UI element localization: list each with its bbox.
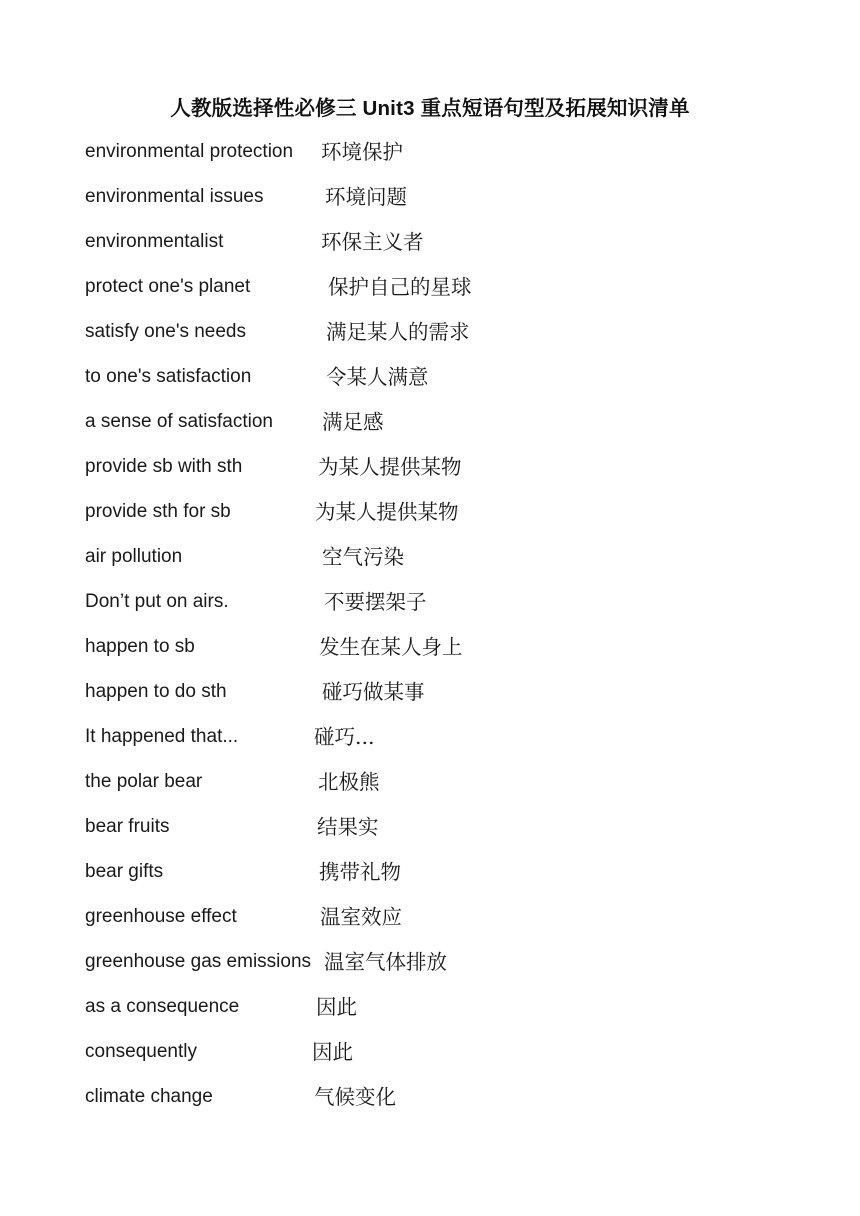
phrase-entry <box>85 132 785 177</box>
phrase-entry <box>85 942 785 987</box>
phrase-entry <box>85 447 785 492</box>
phrase-english: as a consequence <box>85 996 240 1017</box>
document-title: 人教版选择性必修三 Unit3 重点短语句型及拓展知识清单 <box>170 97 690 120</box>
phrase-chinese: 碰巧... <box>314 725 375 749</box>
phrase-english: to one's satisfaction <box>85 366 252 387</box>
phrase-english: environmental issues <box>85 186 264 207</box>
phrase-english: greenhouse effect <box>85 906 237 927</box>
phrase-chinese: 因此 <box>312 1040 353 1064</box>
phrase-entry <box>85 492 785 537</box>
phrase-english: It happened that... <box>85 726 239 747</box>
phrase-english: environmentalist <box>85 231 224 252</box>
phrase-english: greenhouse gas emissions <box>85 951 312 972</box>
phrase-english: air pollution <box>85 546 183 567</box>
phrase-chinese: 满足感 <box>322 410 384 434</box>
phrase-entry <box>85 177 785 222</box>
phrase-chinese: 为某人提供某物 <box>318 455 462 479</box>
phrase-chinese: 温室效应 <box>320 905 402 929</box>
phrase-chinese: 携带礼物 <box>319 860 401 884</box>
phrase-chinese: 为某人提供某物 <box>315 500 459 524</box>
phrase-chinese: 碰巧做某事 <box>322 680 425 704</box>
phrase-entry <box>85 717 785 762</box>
phrase-entry <box>85 267 785 312</box>
phrase-entry <box>85 312 785 357</box>
phrase-english: provide sb with sth <box>85 456 243 477</box>
phrase-entry <box>85 897 785 942</box>
phrase-chinese: 气候变化 <box>314 1085 396 1109</box>
phrase-chinese: 满足某人的需求 <box>326 320 470 344</box>
phrase-english: climate change <box>85 1086 213 1107</box>
phrase-entry <box>85 672 785 717</box>
phrase-english: happen to sb <box>85 636 195 657</box>
phrase-entry <box>85 762 785 807</box>
phrase-chinese: 环保主义者 <box>321 230 424 254</box>
phrase-english: environmental protection <box>85 141 294 162</box>
phrase-entry <box>85 852 785 897</box>
phrase-chinese: 因此 <box>316 995 357 1019</box>
phrase-english: happen to do sth <box>85 681 227 702</box>
phrase-chinese: 结果实 <box>317 815 379 839</box>
phrase-chinese: 令某人满意 <box>326 365 429 389</box>
phrase-chinese: 保护自己的星球 <box>328 275 472 299</box>
phrase-chinese: 环境保护 <box>321 140 403 164</box>
phrase-chinese: 不要摆架子 <box>324 590 427 614</box>
phrase-english: the polar bear <box>85 771 203 792</box>
phrase-english: bear fruits <box>85 816 170 837</box>
phrase-entry <box>85 402 785 447</box>
phrase-entry <box>85 987 785 1032</box>
phrase-entry <box>85 807 785 852</box>
phrase-english: satisfy one's needs <box>85 321 246 342</box>
phrase-english: protect one's planet <box>85 276 251 297</box>
phrase-chinese: 北极熊 <box>318 770 380 794</box>
phrase-english: a sense of satisfaction <box>85 411 273 432</box>
phrase-english: provide sth for sb <box>85 501 231 522</box>
phrase-entry <box>85 222 785 267</box>
phrase-chinese: 空气污染 <box>322 545 404 569</box>
phrase-entry <box>85 627 785 672</box>
phrase-chinese: 发生在某人身上 <box>319 635 463 659</box>
phrase-entry <box>85 1032 785 1077</box>
phrase-entry <box>85 357 785 402</box>
phrase-entry <box>85 537 785 582</box>
phrase-entry <box>85 582 785 627</box>
phrase-list <box>85 132 785 1122</box>
phrase-english: Don’t put on airs. <box>85 591 229 612</box>
phrase-english: bear gifts <box>85 861 164 882</box>
phrase-entry <box>85 1077 785 1122</box>
phrase-chinese: 温室气体排放 <box>324 950 447 974</box>
phrase-english: consequently <box>85 1041 197 1062</box>
phrase-chinese: 环境问题 <box>325 185 407 209</box>
